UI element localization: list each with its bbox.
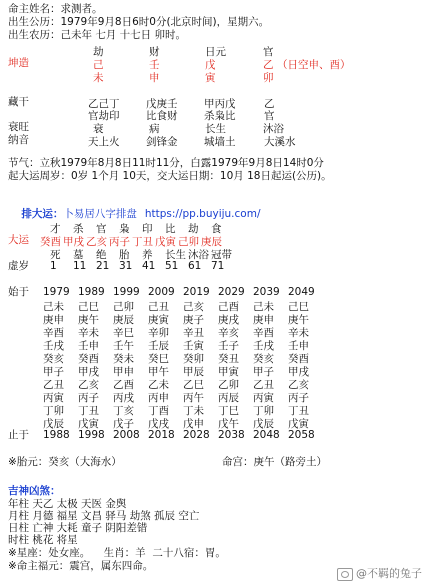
liunian-cell: 丙申 (148, 392, 169, 404)
liunian-cell: 丁丑 (288, 405, 309, 417)
liunian-cell: 甲寅 (218, 366, 239, 378)
start-year-cell: 2019 (183, 286, 210, 298)
liunian-cell: 癸酉 (288, 353, 309, 365)
shuaiwang-cell: 沐浴 (263, 123, 284, 135)
shishen-cell: 日元 (205, 46, 226, 58)
liunian-cell: 丁亥 (113, 405, 134, 417)
liunian-cell: 戊申 (183, 418, 204, 430)
paipan-url-link[interactable]: https://pp.buyiju.com/ (144, 208, 261, 220)
kongwang-note: （日空申、酉） (277, 59, 351, 71)
xusui-cell: 61 (188, 260, 202, 272)
canggan-cell: 乙己丁 (88, 98, 120, 110)
canggan-cell: 甲丙戊 (204, 98, 236, 110)
qiankun-label: 坤造 (8, 57, 29, 69)
end-year-cell: 1998 (78, 429, 105, 441)
liunian-cell: 壬辰 (148, 340, 169, 352)
end-year-cell: 2018 (148, 429, 175, 441)
start-years-row (43, 286, 323, 298)
liunian-cell: 乙亥 (78, 379, 99, 391)
branch-cell: 未 (93, 72, 104, 84)
jixiong-row: 年柱 天乙 太极 天医 金舆 (8, 498, 127, 510)
liunian-cell: 甲子 (43, 366, 64, 378)
stem-cell: 乙 (263, 59, 274, 71)
shishen-cell: 劫 (93, 46, 104, 58)
dayun-changsheng-cell: 绝 (96, 249, 107, 261)
liunian-cell: 壬子 (218, 340, 239, 352)
dayun-changsheng-cell: 沐浴 (188, 249, 209, 261)
start-year-cell: 1979 (43, 286, 70, 298)
liunian-cell: 庚午 (78, 314, 99, 326)
end-year-cell: 1988 (43, 429, 70, 441)
liunian-cell: 丁丑 (78, 405, 99, 417)
liunian-cell: 丁巳 (218, 405, 239, 417)
paipan-label: 排大运： (21, 208, 64, 220)
dayun-ganzhi-cell: 己卯 (178, 236, 199, 248)
cangshen-cell: 官 (264, 110, 275, 122)
liunian-cell: 己未 (253, 301, 274, 313)
dayun-ganzhi-cell: 戊寅 (155, 236, 176, 248)
liunian-cell: 癸丑 (218, 353, 239, 365)
xusui-cell: 1 (50, 260, 57, 272)
nayin-row (88, 134, 314, 149)
liunian-cell: 壬午 (113, 340, 134, 352)
liunian-cell: 癸亥 (43, 353, 64, 365)
liunian-cell: 庚子 (183, 314, 204, 326)
start-year-cell: 2029 (218, 286, 245, 298)
liunian-cell: 癸亥 (253, 353, 274, 365)
start-label: 始于 (8, 286, 29, 298)
end-year-cell: 2008 (113, 429, 140, 441)
jieqi-line: 节气：立秋1979年8月8日11时11分，白露1979年9月8日14时0分 (8, 157, 324, 169)
shuaiwang-label: 衰旺 (8, 121, 29, 133)
liunian-cell: 壬戌 (43, 340, 64, 352)
branch-cell: 寅 (205, 72, 216, 84)
paipan-site-link[interactable]: 卜易居八字排盘 (63, 208, 137, 220)
dayun-shishen-cell: 劫 (188, 223, 199, 235)
end-year-cell: 2048 (253, 429, 280, 441)
liunian-cell: 辛未 (78, 327, 99, 339)
xusui-cell: 21 (96, 260, 110, 272)
liunian-cell: 辛酉 (43, 327, 64, 339)
liunian-cell: 戊辰 (253, 418, 274, 430)
liunian-cell: 甲申 (113, 366, 134, 378)
dayun-ganzhi-cell: 癸酉 (40, 236, 61, 248)
liunian-cell: 己酉 (218, 301, 239, 313)
liunian-cell: 戊辰 (43, 418, 64, 430)
liunian-cell: 己未 (43, 301, 64, 313)
liunian-cell: 戊戌 (148, 418, 169, 430)
jixiong-row: 时柱 桃花 将星 (8, 534, 78, 546)
cangshen-cell: 官劫印 (88, 110, 120, 122)
liunian-cell: 丙戌 (113, 392, 134, 404)
dayun-ganzhi-cell: 庚辰 (201, 236, 222, 248)
shuaiwang-cell: 病 (149, 123, 160, 135)
liunian-cell: 庚戌 (218, 314, 239, 326)
dayun-shishen-cell: 官 (96, 223, 107, 235)
dayun-shishen-cell: 比 (165, 223, 176, 235)
liunian-cell: 丁未 (183, 405, 204, 417)
liunian-cell: 己丑 (148, 301, 169, 313)
dayun-changsheng-cell: 冠带 (211, 249, 232, 261)
dayun-changsheng-cell: 墓 (73, 249, 84, 261)
cangshen-cell: 比食财 (146, 110, 178, 122)
dayun-changsheng-cell: 养 (142, 249, 153, 261)
dayun-ganzhi-cell: 乙亥 (86, 236, 107, 248)
xusui-cell: 51 (165, 260, 179, 272)
xusui-row (50, 260, 234, 272)
liunian-cell: 丙子 (288, 392, 309, 404)
liunian-cell: 戊寅 (78, 418, 99, 430)
liunian-cell: 甲午 (148, 366, 169, 378)
end-year-cell: 2058 (288, 429, 315, 441)
liunian-cell: 癸巳 (148, 353, 169, 365)
canggan-cell: 戊庚壬 (146, 98, 178, 110)
xusui-label: 虚岁 (8, 260, 29, 272)
watermark (337, 565, 422, 581)
branch-cell: 申 (149, 72, 160, 84)
liunian-cell: 乙巳 (183, 379, 204, 391)
liunian-cell: 乙亥 (288, 379, 309, 391)
liunian-cell: 己亥 (183, 301, 204, 313)
start-year-cell: 2039 (253, 286, 280, 298)
start-year-cell: 2009 (148, 286, 175, 298)
dayun-shishen-cell: 才 (50, 223, 61, 235)
liunian-cell: 丁卯 (253, 405, 274, 417)
dayun-changsheng-cell: 胎 (119, 249, 130, 261)
minggong-line: 命宫：庚午（路旁土） (222, 456, 327, 468)
xusui-cell: 41 (142, 260, 156, 272)
liunian-cell: 丙辰 (218, 392, 239, 404)
liunian-cell: 己巳 (78, 301, 99, 313)
liunian-cell: 辛亥 (218, 327, 239, 339)
liunian-cell: 乙酉 (113, 379, 134, 391)
liunian-cell: 辛巳 (113, 327, 134, 339)
nayin-label: 纳音 (8, 134, 29, 146)
shishen-cell: 官 (263, 46, 274, 58)
jixiong-title: 吉神凶煞： (8, 485, 61, 497)
fuyuan-line: ※命主福元：震宫，属东四命。 (8, 560, 154, 572)
liunian-cell: 壬戌 (253, 340, 274, 352)
solar-date-line: 出生公历：1979年9月8日6时0分(北京时间)，星期六。 (8, 16, 270, 28)
liunian-cell: 丙午 (183, 392, 204, 404)
nayin-cell: 天上火 (88, 136, 120, 148)
liunian-cell: 辛酉 (253, 327, 274, 339)
liunian-cell: 辛卯 (148, 327, 169, 339)
dayun-changsheng-cell: 长生 (165, 249, 186, 261)
liunian-cell: 戊午 (218, 418, 239, 430)
dayun-shishen-cell: 杀 (73, 223, 84, 235)
liunian-cell: 甲辰 (183, 366, 204, 378)
end-year-cell: 2038 (218, 429, 245, 441)
canggan-cell: 乙 (264, 98, 275, 110)
liunian-cell: 戊寅 (288, 418, 309, 430)
liunian-cell: 己巳 (288, 301, 309, 313)
stem-cell: 己 (93, 59, 104, 71)
liunian-cell: 丙寅 (43, 392, 64, 404)
liunian-cell: 甲子 (253, 366, 274, 378)
stem-cell: 戊 (205, 59, 216, 71)
liunian-cell: 乙未 (148, 379, 169, 391)
shishen-cell: 财 (149, 46, 160, 58)
weibo-logo-icon (337, 568, 353, 581)
canggan-label: 藏干 (8, 96, 29, 108)
end-years-row (43, 429, 323, 441)
liunian-cell: 甲戌 (288, 366, 309, 378)
liunian-cell: 壬寅 (183, 340, 204, 352)
nayin-cell: 大溪水 (264, 136, 296, 148)
nayin-cell: 城墙土 (204, 136, 236, 148)
liunian-cell: 庚申 (253, 314, 274, 326)
xusui-cell: 11 (73, 260, 87, 272)
dayun-shishen-cell: 枭 (119, 223, 130, 235)
liunian-cell: 庚午 (288, 314, 309, 326)
liunian-cell: 癸酉 (78, 353, 99, 365)
dayun-shishen-cell: 食 (211, 223, 222, 235)
dayun-label: 大运 (8, 234, 29, 246)
liunian-cell: 庚辰 (113, 314, 134, 326)
xusui-cell: 31 (119, 260, 133, 272)
pillar-branch-row (93, 70, 313, 85)
liunian-cell: 己卯 (113, 301, 134, 313)
liunian-cell: 丙子 (78, 392, 99, 404)
liunian-cell: 庚申 (43, 314, 64, 326)
liunian-cell: 戊子 (113, 418, 134, 430)
lunar-date-line: 出生农历：己未年 七月 十七日 卯时。 (8, 29, 187, 41)
liunian-cell: 乙丑 (253, 379, 274, 391)
start-year-cell: 1989 (78, 286, 105, 298)
dayun-ganzhi-cell: 丁丑 (132, 236, 153, 248)
start-year-cell: 2049 (288, 286, 315, 298)
stem-cell: 壬 (149, 59, 160, 71)
liunian-cell: 癸未 (113, 353, 134, 365)
branch-cell: 卯 (263, 72, 274, 84)
qiyun-line: 起大运周岁：0岁 1个月 10天，交大运日期：10月 18日起运(公历)。 (8, 170, 332, 182)
liunian-cell: 壬申 (78, 340, 99, 352)
liunian-cell: 辛未 (288, 327, 309, 339)
liunian-cell: 丙寅 (253, 392, 274, 404)
jixiong-row: 月柱 月德 福星 文昌 驿马 劫煞 孤辰 空亡 (8, 510, 200, 522)
dayun-ganzhi-cell: 甲戌 (63, 236, 84, 248)
liunian-cell: 甲戌 (78, 366, 99, 378)
xusui-cell: 71 (211, 260, 225, 272)
liunian-cell: 丁酉 (148, 405, 169, 417)
liunian-cell: 乙丑 (43, 379, 64, 391)
liunian-cell: 癸卯 (183, 353, 204, 365)
liunian-cell: 丁卯 (43, 405, 64, 417)
dayun-ganzhi-cell: 丙子 (109, 236, 130, 248)
liunian-cell: 乙卯 (218, 379, 239, 391)
liunian-cell: 辛丑 (183, 327, 204, 339)
shuaiwang-cell: 长生 (205, 123, 226, 135)
cangshen-cell: 杀枭比 (204, 110, 236, 122)
start-year-cell: 1999 (113, 286, 140, 298)
end-label: 止于 (8, 429, 29, 441)
end-year-cell: 2028 (183, 429, 210, 441)
dayun-shishen-cell: 印 (142, 223, 153, 235)
shuaiwang-cell: 衰 (93, 123, 104, 135)
nayin-cell: 剑锋金 (146, 136, 178, 148)
taiyuan-line: ※胎元：癸亥（大海水） (8, 456, 122, 468)
liunian-cell: 庚寅 (148, 314, 169, 326)
watermark-text: @不羁的兔子 (356, 567, 422, 580)
jixiong-row: 日柱 亡神 大耗 童子 阴阳差错 (8, 522, 148, 534)
xingzuo-line: ※星座：处女座。 生肖：羊 二十八宿：胃。 (8, 547, 226, 559)
liunian-cell: 壬申 (288, 340, 309, 352)
dayun-changsheng-cell: 死 (50, 249, 61, 261)
name-line: 命主姓名：求测者。 (8, 3, 103, 15)
